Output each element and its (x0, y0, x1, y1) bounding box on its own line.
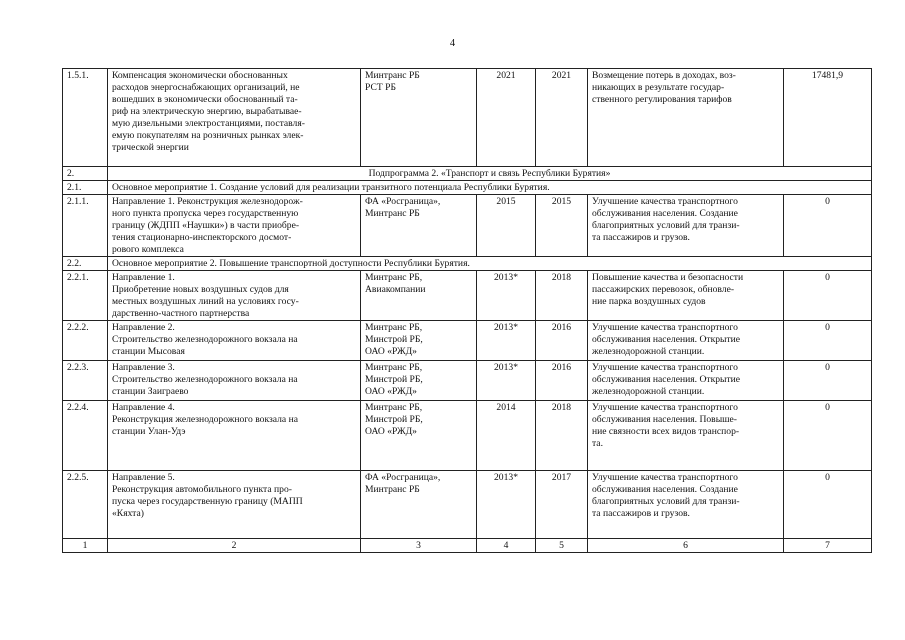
executors-line: Минтранс РБ, (365, 402, 423, 413)
expected-result-line: Улучшение качества транспортного (592, 322, 738, 333)
expected-result-line: та пассажиров и грузов. (592, 508, 690, 519)
start-year: 2013* (477, 321, 536, 361)
expected-result-line: та пассажиров и грузов. (592, 232, 690, 243)
start-year: 2015 (477, 195, 536, 257)
expected-result-line (592, 450, 779, 462)
measure-name-line: Направление 4. (112, 402, 175, 413)
row-code: 2.2. (63, 257, 108, 271)
column-number: 3 (361, 539, 477, 553)
executors (361, 195, 477, 257)
measure-name (108, 361, 361, 401)
executors-line: Минтранс РБ, (365, 362, 423, 373)
expected-result-line: благоприятных условий для транзи- (592, 220, 740, 231)
row-code: 2.2.5. (63, 471, 108, 539)
expected-result-line: Улучшение качества транспортного (592, 196, 738, 207)
page-number: 4 (449, 38, 456, 49)
expected-result (588, 195, 784, 257)
measure-name-line: рового комплекса (112, 244, 184, 255)
program-table (62, 68, 872, 553)
measure-name-line: трической энергии (112, 142, 189, 153)
executors-line: РСТ РБ (365, 82, 396, 93)
executors (361, 69, 477, 167)
table-row (63, 401, 872, 471)
measure-name-line: станции Мысовая (112, 346, 185, 357)
row-code: 2.2.3. (63, 361, 108, 401)
measure-name-line: Реконструкция железнодорожного вокзала на (112, 414, 298, 425)
start-year: 2014 (477, 401, 536, 471)
measure-name-line: риф на электрическую энергию, вырабатывае- (112, 106, 302, 117)
executors-line: Минтранс РБ, (365, 322, 423, 333)
column-number: 5 (536, 539, 588, 553)
row-code: 2.2.1. (63, 271, 108, 321)
section-row (63, 257, 872, 271)
expected-result-line: ственного регулирования тарифов (592, 94, 732, 105)
executors (361, 471, 477, 539)
row-code: 2. (63, 167, 108, 181)
end-year: 2016 (536, 321, 588, 361)
end-year: 2021 (536, 69, 588, 167)
executors-line: Минстрой РБ, (365, 334, 423, 345)
table-body (63, 69, 872, 553)
measure-name-line: Реконструкция автомобильного пункта про- (112, 484, 292, 495)
column-number: 4 (477, 539, 536, 553)
funding-amount: 0 (784, 271, 872, 321)
measure-name-line: Направление 1. (112, 272, 175, 283)
start-year: 2013* (477, 471, 536, 539)
column-number: 2 (108, 539, 361, 553)
measure-name-line: станции Улан-Удэ (112, 426, 186, 437)
subprogram-row (63, 167, 872, 181)
executors (361, 271, 477, 321)
measure-name-line: емую покупателям на розничных рынках элек- (112, 130, 304, 141)
measure-name-line: местных воздушных линий на условиях госу- (112, 296, 299, 307)
row-code: 2.2.2. (63, 321, 108, 361)
expected-result-line: обслуживания населения. Открытие (592, 334, 741, 345)
end-year: 2018 (536, 271, 588, 321)
executors-line: Авиакомпании (365, 284, 426, 295)
table-row (63, 195, 872, 257)
executors-line: ОАО «РЖД» (365, 426, 417, 437)
expected-result-line: ние связности всех видов транспор- (592, 426, 740, 437)
expected-result-line: та. (592, 438, 603, 449)
executors-line: Минтранс РБ (365, 484, 420, 495)
table-row (63, 69, 872, 167)
executors-line: ОАО «РЖД» (365, 346, 417, 357)
executors-line: ФА «Росграница», (365, 472, 441, 483)
measure-name-line: Направление 5. (112, 472, 175, 483)
executors-line: Минстрой РБ, (365, 374, 423, 385)
measure-name-line: Направление 2. (112, 322, 175, 333)
expected-result (588, 271, 784, 321)
measure-name (108, 401, 361, 471)
measure-name (108, 321, 361, 361)
expected-result-line: железнодорожной станции. (592, 386, 705, 397)
funding-amount: 0 (784, 471, 872, 539)
expected-result (588, 401, 784, 471)
measure-name-line: ного пункта пропуска через государственную (112, 208, 299, 219)
funding-amount: 17481,9 (784, 69, 872, 167)
section-title: Основное мероприятие 2. Повышение транспортной доступности Республики Бурятия. (108, 257, 872, 271)
measure-name-line: пуска через государственную границу (МАПП (112, 496, 303, 507)
executors-line: ФА «Росграница», (365, 196, 441, 207)
row-code: 1.5.1. (63, 69, 108, 167)
executors-line: Минтранс РБ (365, 70, 420, 81)
measure-name-line: тения стационарно-инспекторского досмот- (112, 232, 292, 243)
row-code: 2.2.4. (63, 401, 108, 471)
table-row (63, 321, 872, 361)
section-row (63, 181, 872, 195)
column-numbers-row (63, 539, 872, 553)
measure-name-line: Компенсация экономически обоснованных (112, 70, 288, 81)
table-row (63, 361, 872, 401)
measure-name-line: мую дизельными электростанциями, поставля- (112, 118, 305, 129)
funding-amount: 0 (784, 195, 872, 257)
column-number: 6 (588, 539, 784, 553)
measure-name-line: расходов энергоснабжающих организаций, не (112, 82, 300, 93)
row-code: 2.1.1. (63, 195, 108, 257)
measure-name-line: «Кяхта) (112, 508, 144, 519)
expected-result-line: Улучшение качества транспортного (592, 472, 738, 483)
measure-name-line: Приобретение новых воздушных судов для (112, 284, 289, 295)
expected-result (588, 69, 784, 167)
table-row (63, 271, 872, 321)
end-year: 2016 (536, 361, 588, 401)
column-number: 7 (784, 539, 872, 553)
measure-name-line: границу (ЖДПП «Наушки») в части приобре- (112, 220, 300, 231)
funding-amount: 0 (784, 321, 872, 361)
expected-result-line: обслуживания населения. Создание (592, 208, 738, 219)
expected-result-line: Улучшение качества транспортного (592, 402, 738, 413)
measure-name-line: станции Заиграево (112, 386, 189, 397)
executors-line: Минстрой РБ, (365, 414, 423, 425)
measure-name (108, 195, 361, 257)
executors (361, 361, 477, 401)
end-year: 2018 (536, 401, 588, 471)
expected-result-line: железнодорожной станции. (592, 346, 705, 357)
measure-name (108, 471, 361, 539)
measure-name-line: дарственно-частного партнерства (112, 308, 250, 319)
measure-name-line: Направление 3. (112, 362, 175, 373)
expected-result-line: Улучшение качества транспортного (592, 362, 738, 373)
measure-name-line: Строительство железнодорожного вокзала на (112, 334, 298, 345)
expected-result-line: обслуживания населения. Открытие (592, 374, 741, 385)
funding-amount: 0 (784, 401, 872, 471)
executors-line: Минтранс РБ (365, 208, 420, 219)
executors-line: ОАО «РЖД» (365, 386, 417, 397)
expected-result-line: благоприятных условий для транзи- (592, 496, 740, 507)
measure-name (108, 271, 361, 321)
expected-result (588, 321, 784, 361)
expected-result (588, 471, 784, 539)
expected-result-line: обслуживания населения. Создание (592, 484, 738, 495)
table-row (63, 471, 872, 539)
expected-result-line: обслуживания населения. Повыше- (592, 414, 737, 425)
start-year: 2013* (477, 271, 536, 321)
start-year: 2013* (477, 361, 536, 401)
measure-name-line: Строительство железнодорожного вокзала на (112, 374, 298, 385)
expected-result-line: Возмещение потерь в доходах, воз- (592, 70, 736, 81)
expected-result-line: ние парка воздушных судов (592, 296, 706, 307)
expected-result-line: пассажирских перевозок, обновле- (592, 284, 735, 295)
end-year: 2017 (536, 471, 588, 539)
measure-name-line: Направление 1. Реконструкция железнодорож- (112, 196, 303, 207)
section-title: Основное мероприятие 1. Создание условий для реализации транзитного потенциала Республики Бурятия. (108, 181, 872, 195)
expected-result-line: никающих в результате государ- (592, 82, 725, 93)
row-code: 2.1. (63, 181, 108, 195)
expected-result-line: Повышение качества и безопасности (592, 272, 744, 283)
measure-name-line: вошедших в экономически обоснованный та- (112, 94, 298, 105)
column-number: 1 (63, 539, 108, 553)
measure-name (108, 69, 361, 167)
end-year: 2015 (536, 195, 588, 257)
executors (361, 321, 477, 361)
executors-line: Минтранс РБ, (365, 272, 423, 283)
start-year: 2021 (477, 69, 536, 167)
executors (361, 401, 477, 471)
expected-result (588, 361, 784, 401)
funding-amount: 0 (784, 361, 872, 401)
subprogram-title: Подпрограмма 2. «Транспорт и связь Республики Бурятия» (108, 167, 872, 181)
